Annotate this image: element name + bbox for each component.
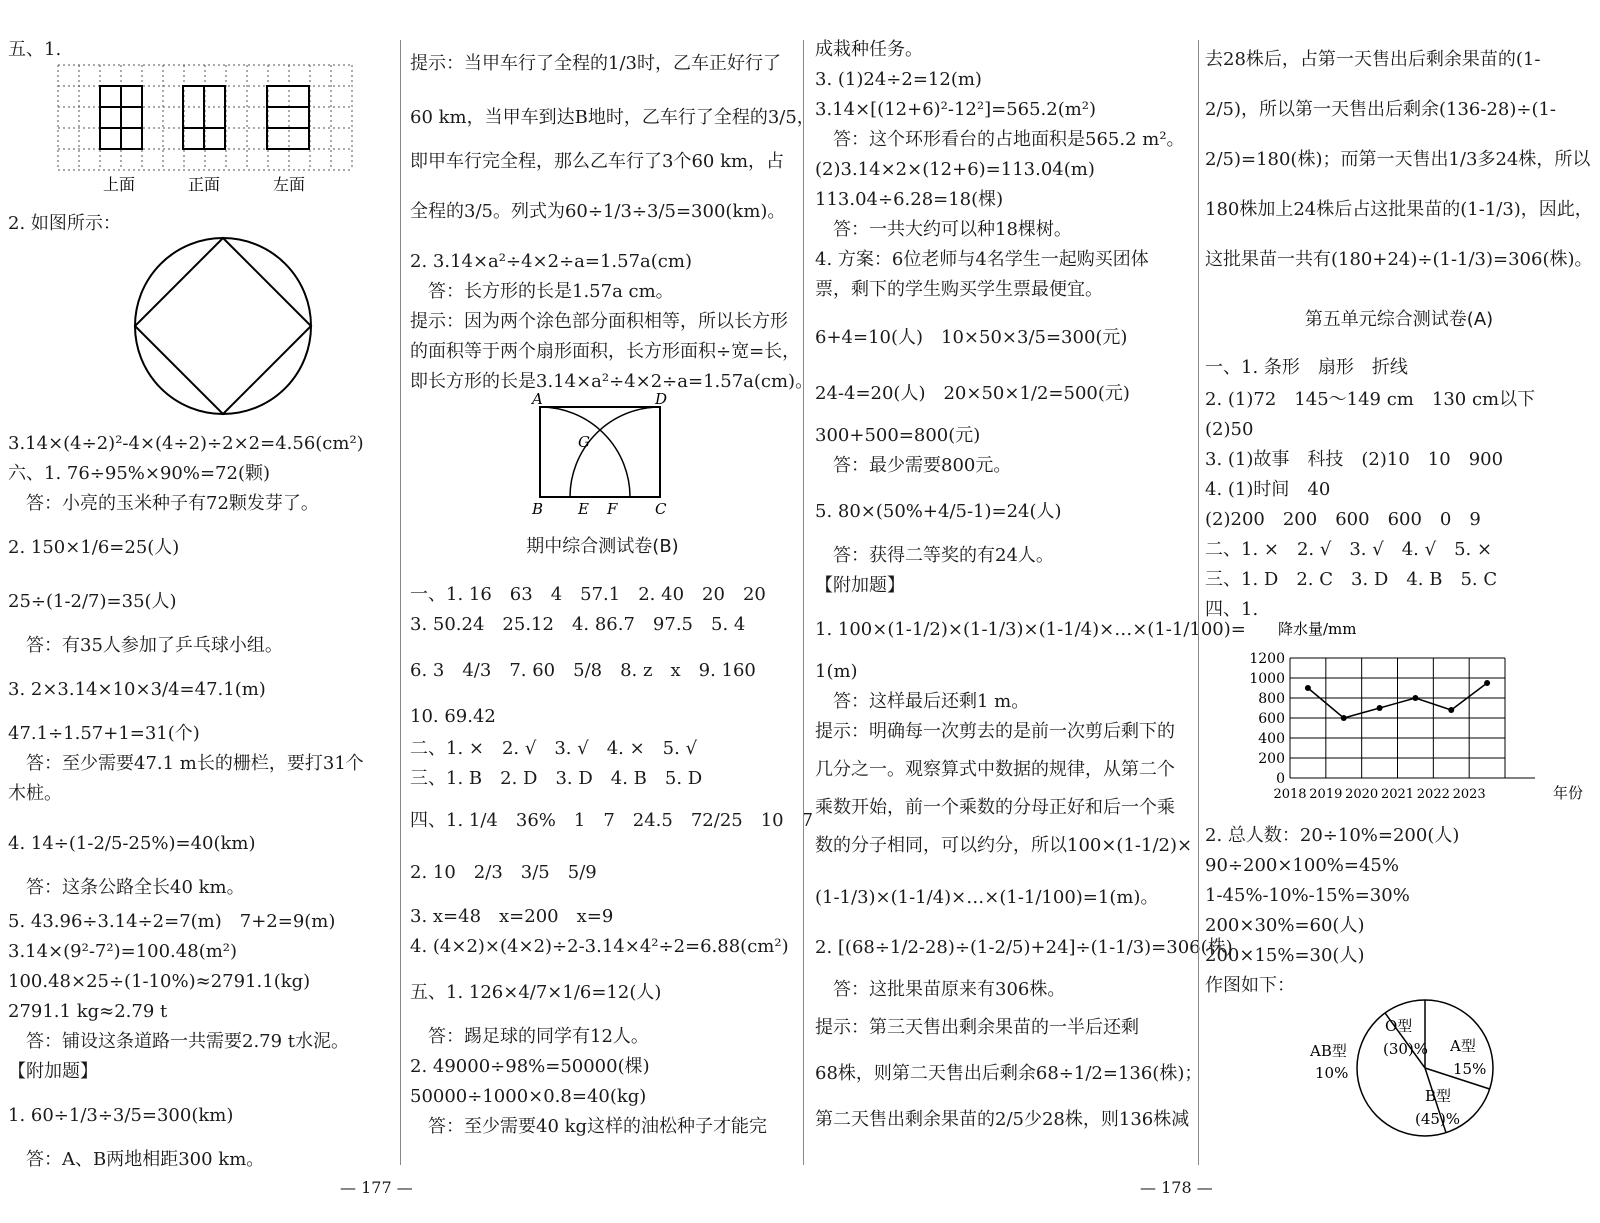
column-divider [400, 40, 401, 1165]
point-label: D [655, 390, 668, 408]
figure [8, 60, 393, 200]
text-line: 50000÷1000×0.8=40(kg) [410, 1086, 647, 1107]
chart-xlabel: 年份 [1553, 784, 1584, 802]
data-point [1377, 705, 1383, 711]
figure [1205, 620, 1593, 820]
text-line: 期中综合测试卷(B) [526, 536, 679, 557]
text-line: 2. [(68÷1/2-28)÷(1-2/5)+24]÷(1-1/3)=306(株) [815, 937, 1233, 958]
text-line: (2)3.14×2×(12+6)=113.04(m) [815, 159, 1095, 180]
text-line: 1. 100×(1-1/2)×(1-1/3)×(1-1/4)×…×(1-1/100)= [815, 619, 1246, 640]
y-tick-label: 0 [1276, 771, 1285, 787]
text-line: 4. 14÷(1-2/5-25%)=40(km) [8, 833, 256, 854]
text-line: 200×30%=60(人) [1205, 915, 1365, 936]
text-line: 答：获得二等奖的有24人。 [815, 545, 1054, 566]
text-line: 3. (1)故事 科技 (2)10 10 900 [1205, 449, 1504, 470]
point-label: F [607, 500, 618, 518]
text-line: 几分之一。观察算式中数据的规律，从第二个 [815, 759, 1175, 780]
text-line: 1-45%-10%-15%=30% [1205, 885, 1410, 906]
text-line: 第五单元综合测试卷(A) [1304, 309, 1494, 330]
text-line: 5. 80×(50%+4/5-1)=24(人) [815, 501, 1062, 522]
chart-ylabel: 降水量/mm [1278, 620, 1357, 638]
text-line: 答：铺设这条道路一共需要2.79 t水泥。 [8, 1031, 350, 1052]
text-line: 1(m) [815, 661, 858, 682]
data-point [1305, 685, 1311, 691]
data-point [1412, 695, 1418, 701]
point-label: E [578, 500, 589, 518]
text-line: 即甲车行完全程，那么乙车行了3个60 km，占 [410, 151, 785, 172]
y-tick-label: 1000 [1249, 671, 1285, 687]
text-line: 六、1. 76÷95%×90%=72(颗) [8, 463, 271, 484]
text-line: 【附加题】 [8, 1061, 98, 1082]
pie-label: A型 [1450, 1037, 1476, 1055]
text-line: (2)200 200 600 600 0 9 [1205, 509, 1481, 530]
text-line: 木桩。 [8, 783, 62, 804]
text-line: 四、1. [1205, 599, 1259, 620]
text-line: 提示：因为两个涂色部分面积相等，所以长方形 [410, 311, 788, 332]
text-line: 3.14×(9²-7²)=100.48(m²) [8, 941, 238, 962]
text-line: 答：这个环形看台的占地面积是565.2 m²。 [815, 129, 1185, 150]
text-line: 票，剩下的学生购买学生票最便宜。 [815, 279, 1103, 300]
three-views-figure [8, 60, 358, 195]
text-line: 47.1÷1.57+1=31(个) [8, 723, 200, 744]
text-line: 3. 2×3.14×10×3/4=47.1(m) [8, 679, 266, 700]
text-line: 10. 69.42 [410, 706, 496, 727]
text-line: (1-1/3)×(1-1/4)×…×(1-1/100)=1(m)。 [815, 887, 1159, 908]
x-tick-label: 2021 [1380, 787, 1415, 802]
text-line: 3.14×(4÷2)²-4×(4÷2)÷2×2=4.56(cm²) [8, 433, 364, 454]
text-line: 成栽种任务。 [815, 39, 923, 60]
text-line: 200×15%=30(人) [1205, 945, 1365, 966]
text-line: 180株加上24株后占这批果苗的(1-1/3)，因此， [1205, 199, 1593, 220]
pie-label: 10% [1315, 1064, 1349, 1082]
y-tick-label: 800 [1258, 691, 1285, 707]
text-line: 答：这条公路全长40 km。 [8, 877, 245, 898]
column-divider [803, 40, 804, 1165]
text-line: 提示：明确每一次剪去的是前一次剪后剩下的 [815, 721, 1175, 742]
view-label: 上面 [103, 175, 136, 194]
text-line: 2791.1 kg≈2.79 t [8, 1001, 168, 1022]
x-tick-label: 2018 [1273, 787, 1307, 802]
text-line: 五、1. [8, 39, 62, 60]
text-line: 答：踢足球的同学有12人。 [410, 1026, 649, 1047]
text-line: 答：最少需要800元。 [815, 455, 1012, 476]
text-line: 24-4=20(人) 20×50×1/2=500(元) [815, 383, 1130, 404]
text-line: 3. 50.24 25.12 4. 86.7 97.5 5. 4 [410, 614, 746, 635]
text-line: 答：至少需要47.1 m长的栅栏，要打31个 [8, 753, 364, 774]
text-line: 第二天售出剩余果苗的2/5少28株，则136株减 [815, 1109, 1190, 1130]
text-line: 作图如下： [1205, 975, 1295, 996]
text-line: 68株，则第二天售出后剩余68÷1/2=136(株)； [815, 1063, 1203, 1084]
column-2 [410, 40, 815, 1170]
text-line: 即长方形的长是3.14×a²÷4×2÷a=1.57a(cm)。 [410, 371, 814, 392]
y-tick-label: 600 [1258, 711, 1285, 727]
text-line: 100.48×25÷(1-10%)≈2791.1(kg) [8, 971, 311, 992]
circle-square-figure [8, 234, 388, 419]
text-line: 答：一共大约可以种18棵树。 [815, 219, 1072, 240]
data-point [1484, 680, 1490, 686]
text-line: 90÷200×100%=45% [1205, 855, 1399, 876]
text-line: 乘数开始，前一个乘数的分母正好和后一个乘 [815, 797, 1175, 818]
x-tick-label: 2020 [1345, 787, 1379, 802]
text-line: 4. 方案：6位老师与4名学生一起购买团体 [815, 249, 1149, 270]
text-line: 2. 如图所示： [8, 213, 121, 234]
text-line: 答：这样最后还剩1 m。 [815, 691, 1030, 712]
point-label: G [578, 433, 590, 451]
text-line: 2. 3.14×a²÷4×2÷a=1.57a(cm) [410, 251, 692, 272]
x-tick-label: 2019 [1309, 787, 1343, 802]
point-label: B [532, 500, 544, 518]
text-line: 四、1. 1/4 36% 1 7 24.5 72/25 10 7 [410, 810, 814, 831]
text-line: 答：这批果苗原来有306株。 [815, 979, 1066, 1000]
blood-type-pie-chart [1205, 996, 1585, 1146]
pie-label: (30)% [1383, 1040, 1429, 1058]
text-line: 2. 150×1/6=25(人) [8, 537, 180, 558]
text-line: 五、1. 126×4/7×1/6=12(人) [410, 982, 662, 1003]
text-line: 三、1. B 2. D 3. D 4. B 5. D [410, 768, 703, 789]
pie-label: B型 [1425, 1087, 1452, 1105]
text-line: 300+500=800(元) [815, 425, 981, 446]
text-line: 一、1. 16 63 4 57.1 2. 40 20 20 [410, 584, 766, 605]
figure [410, 392, 795, 527]
text-line: (2)50 [1205, 419, 1254, 440]
text-line: 60 km，当甲车到达B地时，乙车行了全程的3/5， [410, 107, 815, 128]
text-line: 答：长方形的长是1.57a cm。 [410, 281, 674, 302]
text-line: 6. 3 4/3 7. 60 5/8 8. z x 9. 160 [410, 660, 756, 681]
text-line: 提示：第三天售出剩余果苗的一半后还剩 [815, 1017, 1139, 1038]
text-line: 5. 43.96÷3.14÷2=7(m) 7+2=9(m) [8, 911, 336, 932]
pie-label: (45)% [1415, 1110, 1461, 1128]
text-line: 这批果苗一共有(180+24)÷(1-1/3)=306(株)。 [1205, 249, 1593, 270]
x-tick-label: 2023 [1452, 787, 1486, 802]
text-line: 4. (4×2)×(4×2)÷2-3.14×4²÷2=6.88(cm²) [410, 936, 789, 957]
text-line: 的面积等于两个扇形面积，长方形面积÷宽=长， [410, 341, 801, 362]
column-4 [1205, 40, 1593, 1170]
text-line: 3. (1)24÷2=12(m) [815, 69, 982, 90]
text-line: 3. x=48 x=200 x=9 [410, 906, 614, 927]
text-line: 二、1. × 2. √ 3. √ 4. √ 5. × [1205, 539, 1493, 560]
text-line: 全程的3/5。列式为60÷1/3÷3/5=300(km)。 [410, 201, 786, 222]
rectangle-sectors-figure [410, 392, 790, 522]
page-number-right: — 178 — [1140, 1178, 1213, 1197]
text-line: 去28株后，占第一天售出后剩余果苗的(1- [1205, 49, 1541, 70]
text-line: 4. (1)时间 40 [1205, 479, 1331, 500]
text-line: 2. 10 2/3 3/5 5/9 [410, 862, 597, 883]
text-line: 提示：当甲车行了全程的1/3时，乙车正好行了 [410, 53, 781, 74]
pie-label: O型 [1385, 1017, 1413, 1035]
figure [1205, 996, 1593, 1151]
text-line: 113.04÷6.28=18(棵) [815, 189, 1004, 210]
text-line: 答：有35人参加了乒乓球小组。 [8, 635, 283, 656]
text-line: 2/5)=180(株)；而第一天售出1/3多24株，所以 [1205, 149, 1591, 170]
text-line: 二、1. × 2. √ 3. √ 4. × 5. √ [410, 738, 698, 759]
column-1 [8, 40, 393, 1170]
data-point [1448, 707, 1454, 713]
pie-label: AB型 [1310, 1042, 1347, 1060]
point-label: C [655, 500, 667, 518]
text-line: 答：小亮的玉米种子有72颗发芽了。 [8, 493, 319, 514]
y-tick-label: 1200 [1249, 651, 1285, 667]
data-point [1341, 715, 1347, 721]
page-number-left: — 177 — [340, 1178, 413, 1197]
text-line: 2. (1)72 145～149 cm 130 cm以下 [1205, 389, 1536, 410]
y-tick-label: 400 [1258, 731, 1285, 747]
text-line: 数的分子相同，可以约分，所以100×(1-1/2)× [815, 835, 1193, 856]
point-label: A [532, 390, 543, 408]
text-line: 答：A、B两地相距300 km。 [8, 1149, 265, 1170]
text-line: 2. 49000÷98%=50000(棵) [410, 1056, 650, 1077]
text-line: 3.14×[(12+6)²-12²]=565.2(m²) [815, 99, 1097, 120]
figure [8, 234, 393, 424]
column-divider [1198, 40, 1199, 1165]
view-label: 正面 [188, 175, 221, 194]
y-tick-label: 200 [1258, 751, 1285, 767]
view-label: 左面 [273, 175, 306, 194]
text-line: 6+4=10(人) 10×50×3/5=300(元) [815, 327, 1128, 348]
text-line: 25÷(1-2/7)=35(人) [8, 591, 177, 612]
text-line: 2/5)，所以第一天售出后剩余(136-28)÷(1- [1205, 99, 1557, 120]
text-line: 答：至少需要40 kg这样的油松种子才能完 [410, 1116, 768, 1137]
text-line: 2. 总人数：20÷10%=200(人) [1205, 825, 1460, 846]
text-line: 三、1. D 2. C 3. D 4. B 5. C [1205, 569, 1498, 590]
precipitation-line-chart [1205, 620, 1585, 815]
text-line: 1. 60÷1/3÷3/5=300(km) [8, 1105, 234, 1126]
x-tick-label: 2022 [1416, 787, 1450, 802]
pie-label: 15% [1453, 1060, 1487, 1078]
text-line: 【附加题】 [815, 575, 905, 596]
text-line: 一、1. 条形 扇形 折线 [1205, 357, 1408, 378]
